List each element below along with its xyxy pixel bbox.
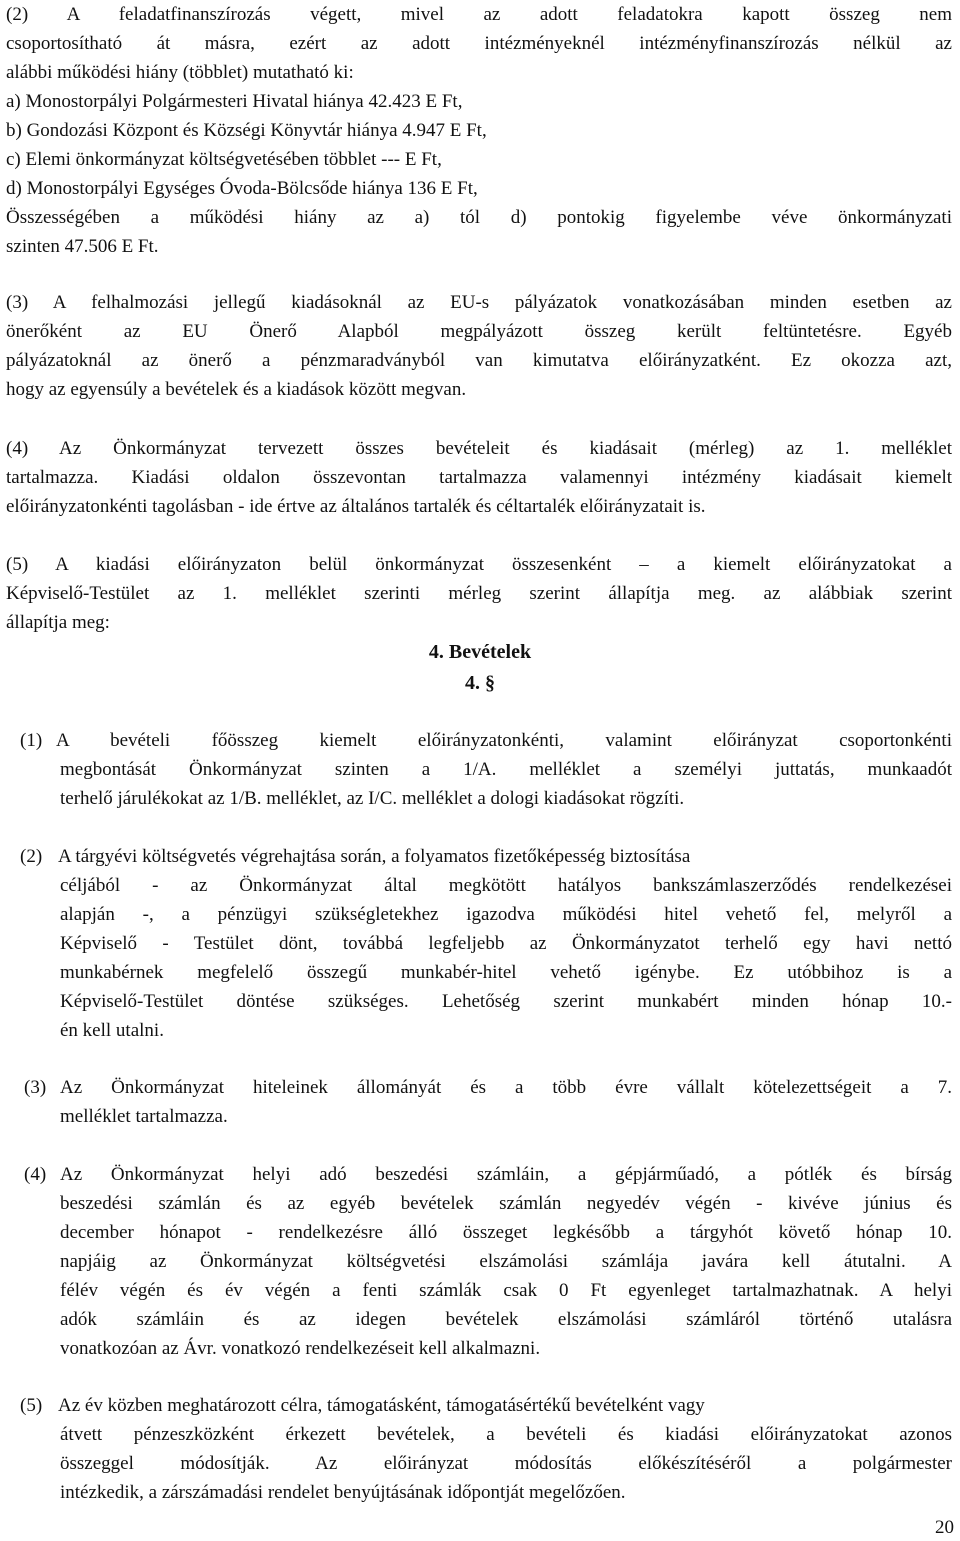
text-line: céljából - az Önkormányzat által megkötött hatályos bankszámlaszerződés rendelkezései (60, 875, 952, 896)
section-5-paragraph (6, 550, 952, 637)
text-line: napjáig az Önkormányzat költségvetési elszámolási számlája javára kell átutalni. A (60, 1251, 952, 1272)
text-line: összeggel módosítják. Az előirányzat módosítás előkészítéséről a polgármester (60, 1453, 952, 1474)
text-line: d) Monostorpályi Egységes Óvoda-Bölcsőde hiánya 136 E Ft, (6, 178, 478, 199)
text-line: A tárgyévi költségvetés végrehajtása során, a folyamatos fizetőképesség biztosítása (58, 846, 691, 867)
item-1-text (56, 726, 952, 813)
item-4-text (60, 1160, 952, 1363)
text-line: adók számláin és az idegen bevételek elszámolási számláról történő utalásra (60, 1309, 952, 1330)
text-line: Az Önkormányzat hiteleinek állományát és a több évre vállalt kötelezettségeit a 7. (60, 1077, 952, 1098)
text-line: Az Önkormányzat helyi adó beszedési számláin, a gépjárműadó, a pótlék és bírság (60, 1164, 952, 1185)
item-number: (4) (24, 1164, 47, 1185)
text-line: Képviselő-Testület döntése szükséges. Lehetőség szerint munkabért minden hónap 10.- (60, 991, 952, 1012)
section-2-paragraph (6, 0, 952, 261)
text-line: tartalmazza. Kiadási oldalon összevontan tartalmazza valamennyi intézmény kiadásait kiemelt (6, 467, 952, 488)
text-line: Képviselő - Testület dönt, továbbá legfeljebb az Önkormányzatot terhelő egy havi nettó (60, 933, 952, 954)
text-line: b) Gondozási Központ és Községi Könyvtár hiánya 4.947 E Ft, (6, 120, 487, 141)
text-line: (2) A feladatfinanszírozás végett, mivel az adott feladatokra kapott összeg nem (6, 4, 952, 25)
text-line: félév végén és év végén a fenti számlák csak 0 Ft egyenleget tartalmazhatnak. A helyi (60, 1280, 952, 1301)
item-number: (3) (24, 1077, 47, 1098)
text-line: terhelő járulékokat az 1/B. melléklet, az I/C. melléklet a dologi kiadásokat rögzíti. (60, 788, 685, 809)
text-line: intézkedik, a zárszámadási rendelet benyújtásának időpontját megelőzően. (60, 1482, 626, 1503)
text-line: vonatkozóan az Ávr. vonatkozó rendelkezéseit kell alkalmazni. (60, 1338, 541, 1359)
text-line: (3) A felhalmozási jellegű kiadásoknál az EU-s pályázatok vonatkozásában minden esetben az (6, 292, 952, 313)
text-line: (4) Az Önkormányzat tervezett összes bevételeit és kiadásait (mérleg) az 1. melléklet (6, 438, 952, 459)
item-2-text (60, 842, 952, 1045)
text-line: Képviselő-Testület az 1. melléklet szerinti mérleg szerint állapítja meg. az alábbiak szerint (6, 583, 952, 604)
text-line: munkabérnek megfelelő összegű munkabér-hitel vehető igénybe. Ez utóbbihoz is a (60, 962, 952, 983)
text-line: állapítja meg: (6, 612, 110, 633)
text-line: A bevételi főösszeg kiemelt előirányzatonkénti, valamint előirányzat csoportonkénti (56, 730, 952, 751)
item-5-text (60, 1391, 952, 1507)
item-number: (5) (20, 1395, 43, 1416)
text-line: átvett pénzeszközként érkezett bevételek, a bevételi és kiadási előirányzatokat azonos (60, 1424, 952, 1445)
text-line: melléklet tartalmazza. (60, 1106, 228, 1127)
text-line: hogy az egyensúly a bevételek és a kiadások között megvan. (6, 379, 467, 400)
text-line: Összességében a működési hiány az a) tól d) pontokig figyelembe véve önkormányzati (6, 207, 952, 228)
paragraph-sign: 4. § (465, 672, 495, 694)
text-line: c) Elemi önkormányzat költségvetésében többlet --- E Ft, (6, 149, 442, 170)
section-title: 4. Bevételek (428, 641, 532, 663)
text-line: én kell utalni. (60, 1020, 164, 1041)
page-number: 20 (935, 1517, 954, 1538)
text-line: alábbi működési hiány (többlet) mutatható ki: (6, 62, 354, 83)
text-line: pályázatoknál az önerő a pénzmaradványból van kimutatva előirányzatként. Ez okozza azt, (6, 350, 952, 371)
text-line: csoportosítható át másra, ezért az adott intézményeknél intézményfinanszírozás nélkül az (6, 33, 952, 54)
text-line: szinten 47.506 E Ft. (6, 236, 159, 257)
text-line: előirányzatonkénti tagolásban - ide értve az általános tartalék és céltartalék előirányzatait is. (6, 496, 706, 517)
text-line: beszedési számlán és az egyéb bevételek számlán negyedév végén - kivéve június és (60, 1193, 952, 1214)
item-number: (1) (20, 730, 43, 751)
text-line: önerőként az EU Önerő Alapból megpályázott összeg került feltüntetésre. Egyéb (6, 321, 952, 342)
text-line: (5) A kiadási előirányzaton belül önkormányzat összesenként – a kiemelt előirányzatokat a (6, 554, 952, 575)
text-line: Az év közben meghatározott célra, támogatásként, támogatásértékű bevételként vagy (58, 1395, 705, 1416)
item-3-text (60, 1073, 952, 1131)
section-3-paragraph (6, 288, 952, 404)
text-line: alapján -, a pénzügyi szükségletekhez igazodva működési hitel vehető fel, melyről a (60, 904, 952, 925)
text-line: megbontását Önkormányzat szinten a 1/A. melléklet a személyi juttatás, munkaadót (60, 759, 952, 780)
section-4-paragraph (6, 434, 952, 521)
text-line: december hónapot - rendelkezésre álló összeget legkésőbb a tárgyhót követő hónap 10. (60, 1222, 952, 1243)
text-line: a) Monostorpályi Polgármesteri Hivatal hiánya 42.423 E Ft, (6, 91, 463, 112)
item-number: (2) (20, 846, 43, 867)
